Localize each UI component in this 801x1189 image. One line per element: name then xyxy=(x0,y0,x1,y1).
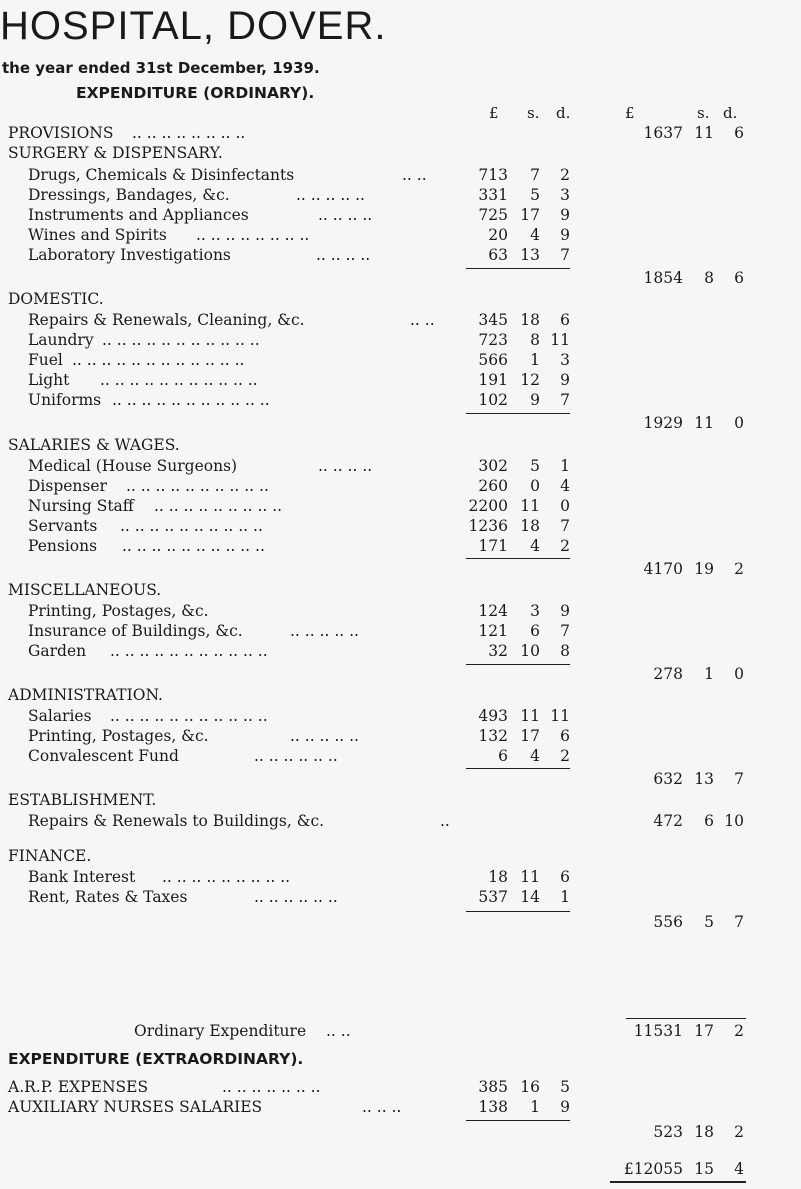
line-item xyxy=(0,371,801,391)
category-row xyxy=(0,686,801,706)
item-pence: 9 xyxy=(560,226,570,244)
ordinary-total-pence: 2 xyxy=(734,1022,744,1040)
dot-leader: .. .. .. .. .. xyxy=(290,727,359,745)
total-shillings: 5 xyxy=(704,913,714,931)
total-shillings: 18 xyxy=(694,1123,714,1141)
total-pounds: 278 xyxy=(653,665,683,683)
dot-leader: .. .. .. .. xyxy=(316,246,371,264)
line-item xyxy=(0,351,801,371)
category-label: FINANCE. xyxy=(8,847,92,865)
item-shillings: 17 xyxy=(520,206,540,224)
dot-leader: .. .. .. .. .. .. .. xyxy=(222,1078,321,1096)
line-item xyxy=(0,391,801,411)
ordinary-total-row xyxy=(0,1022,801,1042)
dot-leader: .. .. .. .. xyxy=(318,206,373,224)
line-item xyxy=(0,868,801,888)
category-row xyxy=(0,144,801,164)
item-label: Servants xyxy=(28,517,98,535)
category-label: SALARIES & WAGES. xyxy=(8,436,180,454)
item-pence: 7 xyxy=(560,391,570,409)
line-item xyxy=(0,537,801,557)
item-pence: 5 xyxy=(560,1078,570,1096)
item-shillings: 13 xyxy=(520,246,540,264)
item-shillings: 18 xyxy=(520,311,540,329)
category-row xyxy=(0,847,801,867)
item-pounds: 723 xyxy=(478,331,508,349)
section-total-row xyxy=(0,913,801,933)
dot-leader: .. .. .. .. .. .. .. .. .. .. xyxy=(120,517,263,535)
line-item xyxy=(0,517,801,537)
item-pence: 9 xyxy=(560,371,570,389)
total-pounds: 4170 xyxy=(643,560,683,578)
item-pounds: 1236 xyxy=(468,517,508,535)
col-header-pence: d. xyxy=(556,104,571,122)
line-item xyxy=(0,812,801,832)
ordinary-total-pounds: 11531 xyxy=(633,1022,683,1040)
dot-leader: .. .. .. xyxy=(362,1098,402,1116)
item-shillings: 12 xyxy=(520,371,540,389)
total-shillings: 13 xyxy=(694,770,714,788)
dot-leader: .. .. xyxy=(326,1022,351,1040)
item-pounds: 566 xyxy=(478,351,508,369)
subtotal-rule xyxy=(466,768,570,769)
total-pounds: 556 xyxy=(653,913,683,931)
item-label: Rent, Rates & Taxes xyxy=(28,888,188,906)
line-item xyxy=(0,166,801,186)
item-pounds: 725 xyxy=(478,206,508,224)
item-shillings: 0 xyxy=(530,477,540,495)
item-label: Nursing Staff xyxy=(28,497,134,515)
dot-leader: .. .. xyxy=(402,166,427,184)
item-pence: 7 xyxy=(560,246,570,264)
item-shillings: 18 xyxy=(520,517,540,535)
item-label: Salaries xyxy=(28,707,92,725)
dot-leader: .. .. .. .. .. .. .. .. .. .. .. xyxy=(100,371,258,389)
item-pence: 7 xyxy=(560,622,570,640)
ordinary-total-rule xyxy=(626,1018,746,1019)
provisions-row xyxy=(0,124,801,144)
item-shillings: 11 xyxy=(520,497,540,515)
item-pence: 9 xyxy=(560,206,570,224)
item-pounds: 302 xyxy=(478,457,508,475)
category-row xyxy=(0,436,801,456)
item-pounds: 493 xyxy=(478,707,508,725)
dot-leader: .. .. .. .. .. .. .. .. .. .. .. xyxy=(102,331,260,349)
item-shillings: 1 xyxy=(530,351,540,369)
item-pounds: 191 xyxy=(478,371,508,389)
item-shillings: 4 xyxy=(530,747,540,765)
dot-leader: .. .. .. .. .. .. .. .. .. .. xyxy=(122,537,265,555)
grand-total-shillings: 15 xyxy=(694,1160,714,1178)
item-pounds: 20 xyxy=(488,226,508,244)
dot-leader: .. .. .. .. .. .. xyxy=(254,888,338,906)
category-label: SURGERY & DISPENSARY. xyxy=(8,144,223,162)
category-label: ADMINISTRATION. xyxy=(8,686,163,704)
item-pence: 0 xyxy=(560,497,570,515)
item-shillings: 4 xyxy=(530,226,540,244)
item-label: A.R.P. EXPENSES xyxy=(8,1078,149,1096)
item-shillings: 11 xyxy=(520,707,540,725)
line-item xyxy=(0,311,801,331)
item-pence: 2 xyxy=(560,537,570,555)
item-pence: 11 xyxy=(550,331,570,349)
item-pence: 6 xyxy=(560,868,570,886)
section-total-row xyxy=(0,665,801,685)
total-shillings: 8 xyxy=(704,269,714,287)
total-pounds: 632 xyxy=(653,770,683,788)
item-pence: 1 xyxy=(560,457,570,475)
item-label: Medical (House Surgeons) xyxy=(28,457,238,475)
item-pounds: 138 xyxy=(478,1098,508,1116)
item-shillings: 17 xyxy=(520,727,540,745)
item-label: Uniforms xyxy=(28,391,102,409)
item-shillings: 16 xyxy=(520,1078,540,1096)
dot-leader: .. .. .. .. xyxy=(318,457,373,475)
total-pence: 7 xyxy=(734,913,744,931)
item-label: Dressings, Bandages, &c. xyxy=(28,186,230,204)
item-shillings: 5 xyxy=(530,186,540,204)
item-pounds: 102 xyxy=(478,391,508,409)
item-pounds: 63 xyxy=(488,246,508,264)
line-item xyxy=(0,602,801,622)
total-shillings: 6 xyxy=(704,812,714,830)
col-header-pence: d. xyxy=(723,104,738,122)
category-row xyxy=(0,581,801,601)
line-item xyxy=(0,246,801,266)
total-pence: 0 xyxy=(734,665,744,683)
category-label: DOMESTIC. xyxy=(8,290,104,308)
page-subtitle: the year ended 31st December, 1939. xyxy=(2,59,320,77)
item-label: Garden xyxy=(28,642,87,660)
dot-leader: .. .. .. .. .. .. .. .. .. xyxy=(154,497,283,515)
item-label: Convalescent Fund xyxy=(28,747,179,765)
item-pounds: 18 xyxy=(488,868,508,886)
col-header-pounds: £ xyxy=(489,104,499,122)
item-label: Insurance of Buildings, &c. xyxy=(28,622,243,640)
total-pounds: 523 xyxy=(653,1123,683,1141)
dot-leader: .. .. .. .. .. .. .. .. xyxy=(196,226,310,244)
col-header-pounds: £ xyxy=(625,104,635,122)
dot-leader: .. .. .. .. .. .. .. .. .. .. xyxy=(126,477,269,495)
item-pence: 6 xyxy=(560,311,570,329)
line-item xyxy=(0,727,801,747)
line-item xyxy=(0,457,801,477)
dot-leader: .. .. .. .. .. .. .. .. .. .. .. xyxy=(110,707,268,725)
item-label: AUXILIARY NURSES SALARIES xyxy=(8,1098,263,1116)
line-item xyxy=(0,888,801,908)
total-pence: 0 xyxy=(734,414,744,432)
section-total-row xyxy=(0,770,801,790)
item-shillings: 6 xyxy=(530,622,540,640)
grand-total-pounds: £12055 xyxy=(623,1160,683,1178)
item-shillings: 7 xyxy=(530,166,540,184)
item-label: Light xyxy=(28,371,70,389)
total-pence: 2 xyxy=(734,560,744,578)
item-pounds: 331 xyxy=(478,186,508,204)
category-row xyxy=(0,791,801,811)
total-pence: 2 xyxy=(734,1123,744,1141)
item-label: Dispenser xyxy=(28,477,107,495)
item-pence: 7 xyxy=(560,517,570,535)
item-pounds: 260 xyxy=(478,477,508,495)
item-pounds: 713 xyxy=(478,166,508,184)
item-shillings: 5 xyxy=(530,457,540,475)
ordinary-total-shillings: 17 xyxy=(694,1022,714,1040)
total-pence: 6 xyxy=(734,269,744,287)
item-shillings: 11 xyxy=(520,868,540,886)
grand-total-row xyxy=(0,1160,801,1180)
item-pence: 8 xyxy=(560,642,570,660)
item-pence: 9 xyxy=(560,1098,570,1116)
item-shillings: 4 xyxy=(530,537,540,555)
line-item xyxy=(0,206,801,226)
item-pence: 2 xyxy=(560,747,570,765)
section-total-row xyxy=(0,414,801,434)
item-pounds: 124 xyxy=(478,602,508,620)
section-total-row xyxy=(0,1123,801,1143)
total-pence: 7 xyxy=(734,770,744,788)
item-label: Bank Interest xyxy=(28,868,136,886)
dot-leader: .. .. .. .. .. .. .. .. .. .. .. .. xyxy=(72,351,245,369)
dot-leader: .. .. .. .. .. .. .. .. xyxy=(132,124,246,142)
dot-leader: .. xyxy=(440,812,450,830)
item-label: Wines and Spirits xyxy=(28,226,167,244)
item-label: Fuel xyxy=(28,351,63,369)
item-shillings: 9 xyxy=(530,391,540,409)
col-header-shillings: s. xyxy=(697,104,710,122)
item-pounds: 132 xyxy=(478,727,508,745)
dot-leader: .. .. xyxy=(410,311,435,329)
item-shillings: 1 xyxy=(530,1098,540,1116)
item-pence: 1 xyxy=(560,888,570,906)
line-item xyxy=(0,497,801,517)
dot-leader: .. .. .. .. .. .. .. .. .. xyxy=(162,868,291,886)
ordinary-total-label: Ordinary Expenditure xyxy=(134,1022,307,1040)
item-pence: 6 xyxy=(560,727,570,745)
total-pence: 10 xyxy=(724,812,744,830)
item-shillings: 8 xyxy=(530,331,540,349)
ordinary-expenditure-heading: EXPENDITURE (ORDINARY). xyxy=(76,84,315,102)
item-pounds: 2200 xyxy=(468,497,508,515)
grand-total-pence: 4 xyxy=(734,1160,744,1178)
line-item xyxy=(0,1098,801,1118)
item-pounds: 537 xyxy=(478,888,508,906)
item-pence: 2 xyxy=(560,166,570,184)
item-label: Instruments and Appliances xyxy=(28,206,249,224)
dot-leader: .. .. .. .. .. .. xyxy=(254,747,338,765)
item-label: Drugs, Chemicals & Disinfectants xyxy=(28,166,295,184)
total-pounds: 1929 xyxy=(643,414,683,432)
total-shillings: 19 xyxy=(694,560,714,578)
subtotal-rule xyxy=(466,1120,570,1121)
category-label: PROVISIONS xyxy=(8,124,114,142)
total-pounds: 472 xyxy=(653,812,683,830)
item-pence: 9 xyxy=(560,602,570,620)
item-pence: 3 xyxy=(560,351,570,369)
category-label: MISCELLANEOUS. xyxy=(8,581,162,599)
line-item xyxy=(0,707,801,727)
category-label: ESTABLISHMENT. xyxy=(8,791,157,809)
grand-total-rule xyxy=(610,1181,746,1183)
dot-leader: .. .. .. .. .. xyxy=(296,186,365,204)
item-label: Repairs & Renewals, Cleaning, &c. xyxy=(28,311,305,329)
item-shillings: 14 xyxy=(520,888,540,906)
item-label: Printing, Postages, &c. xyxy=(28,727,209,745)
section-total-row xyxy=(0,560,801,580)
line-item xyxy=(0,477,801,497)
extraordinary-expenditure-heading: EXPENDITURE (EXTRAORDINARY). xyxy=(8,1050,304,1068)
item-pounds: 345 xyxy=(478,311,508,329)
item-label: Printing, Postages, &c. xyxy=(28,602,209,620)
item-pounds: 32 xyxy=(488,642,508,660)
category-row xyxy=(0,290,801,310)
item-label: Repairs & Renewals to Buildings, &c. xyxy=(28,812,325,830)
item-label: Pensions xyxy=(28,537,98,555)
line-item xyxy=(0,1078,801,1098)
dot-leader: .. .. .. .. .. .. .. .. .. .. .. xyxy=(110,642,268,660)
item-pence: 11 xyxy=(550,707,570,725)
line-item xyxy=(0,622,801,642)
dot-leader: .. .. .. .. .. xyxy=(290,622,359,640)
item-label: Laundry xyxy=(28,331,94,349)
col-header-shillings: s. xyxy=(527,104,540,122)
dot-leader: .. .. .. .. .. .. .. .. .. .. .. xyxy=(112,391,270,409)
line-item xyxy=(0,642,801,662)
item-pounds: 171 xyxy=(478,537,508,555)
item-label: Laboratory Investigations xyxy=(28,246,231,264)
item-pounds: 6 xyxy=(498,747,508,765)
section-total-row xyxy=(0,269,801,289)
item-pounds: 385 xyxy=(478,1078,508,1096)
line-item xyxy=(0,186,801,206)
line-item xyxy=(0,747,801,767)
item-shillings: 3 xyxy=(530,602,540,620)
page-title: HOSPITAL, DOVER. xyxy=(0,4,387,48)
line-item xyxy=(0,331,801,351)
total-pounds: 1854 xyxy=(643,269,683,287)
total-shillings: 11 xyxy=(694,414,714,432)
item-pence: 4 xyxy=(560,477,570,495)
item-pence: 3 xyxy=(560,186,570,204)
total-pounds: 1637 xyxy=(643,124,683,142)
subtotal-rule xyxy=(466,558,570,559)
total-shillings: 11 xyxy=(694,124,714,142)
item-pounds: 121 xyxy=(478,622,508,640)
total-shillings: 1 xyxy=(704,665,714,683)
subtotal-rule xyxy=(466,911,570,912)
item-shillings: 10 xyxy=(520,642,540,660)
line-item xyxy=(0,226,801,246)
total-pence: 6 xyxy=(734,124,744,142)
